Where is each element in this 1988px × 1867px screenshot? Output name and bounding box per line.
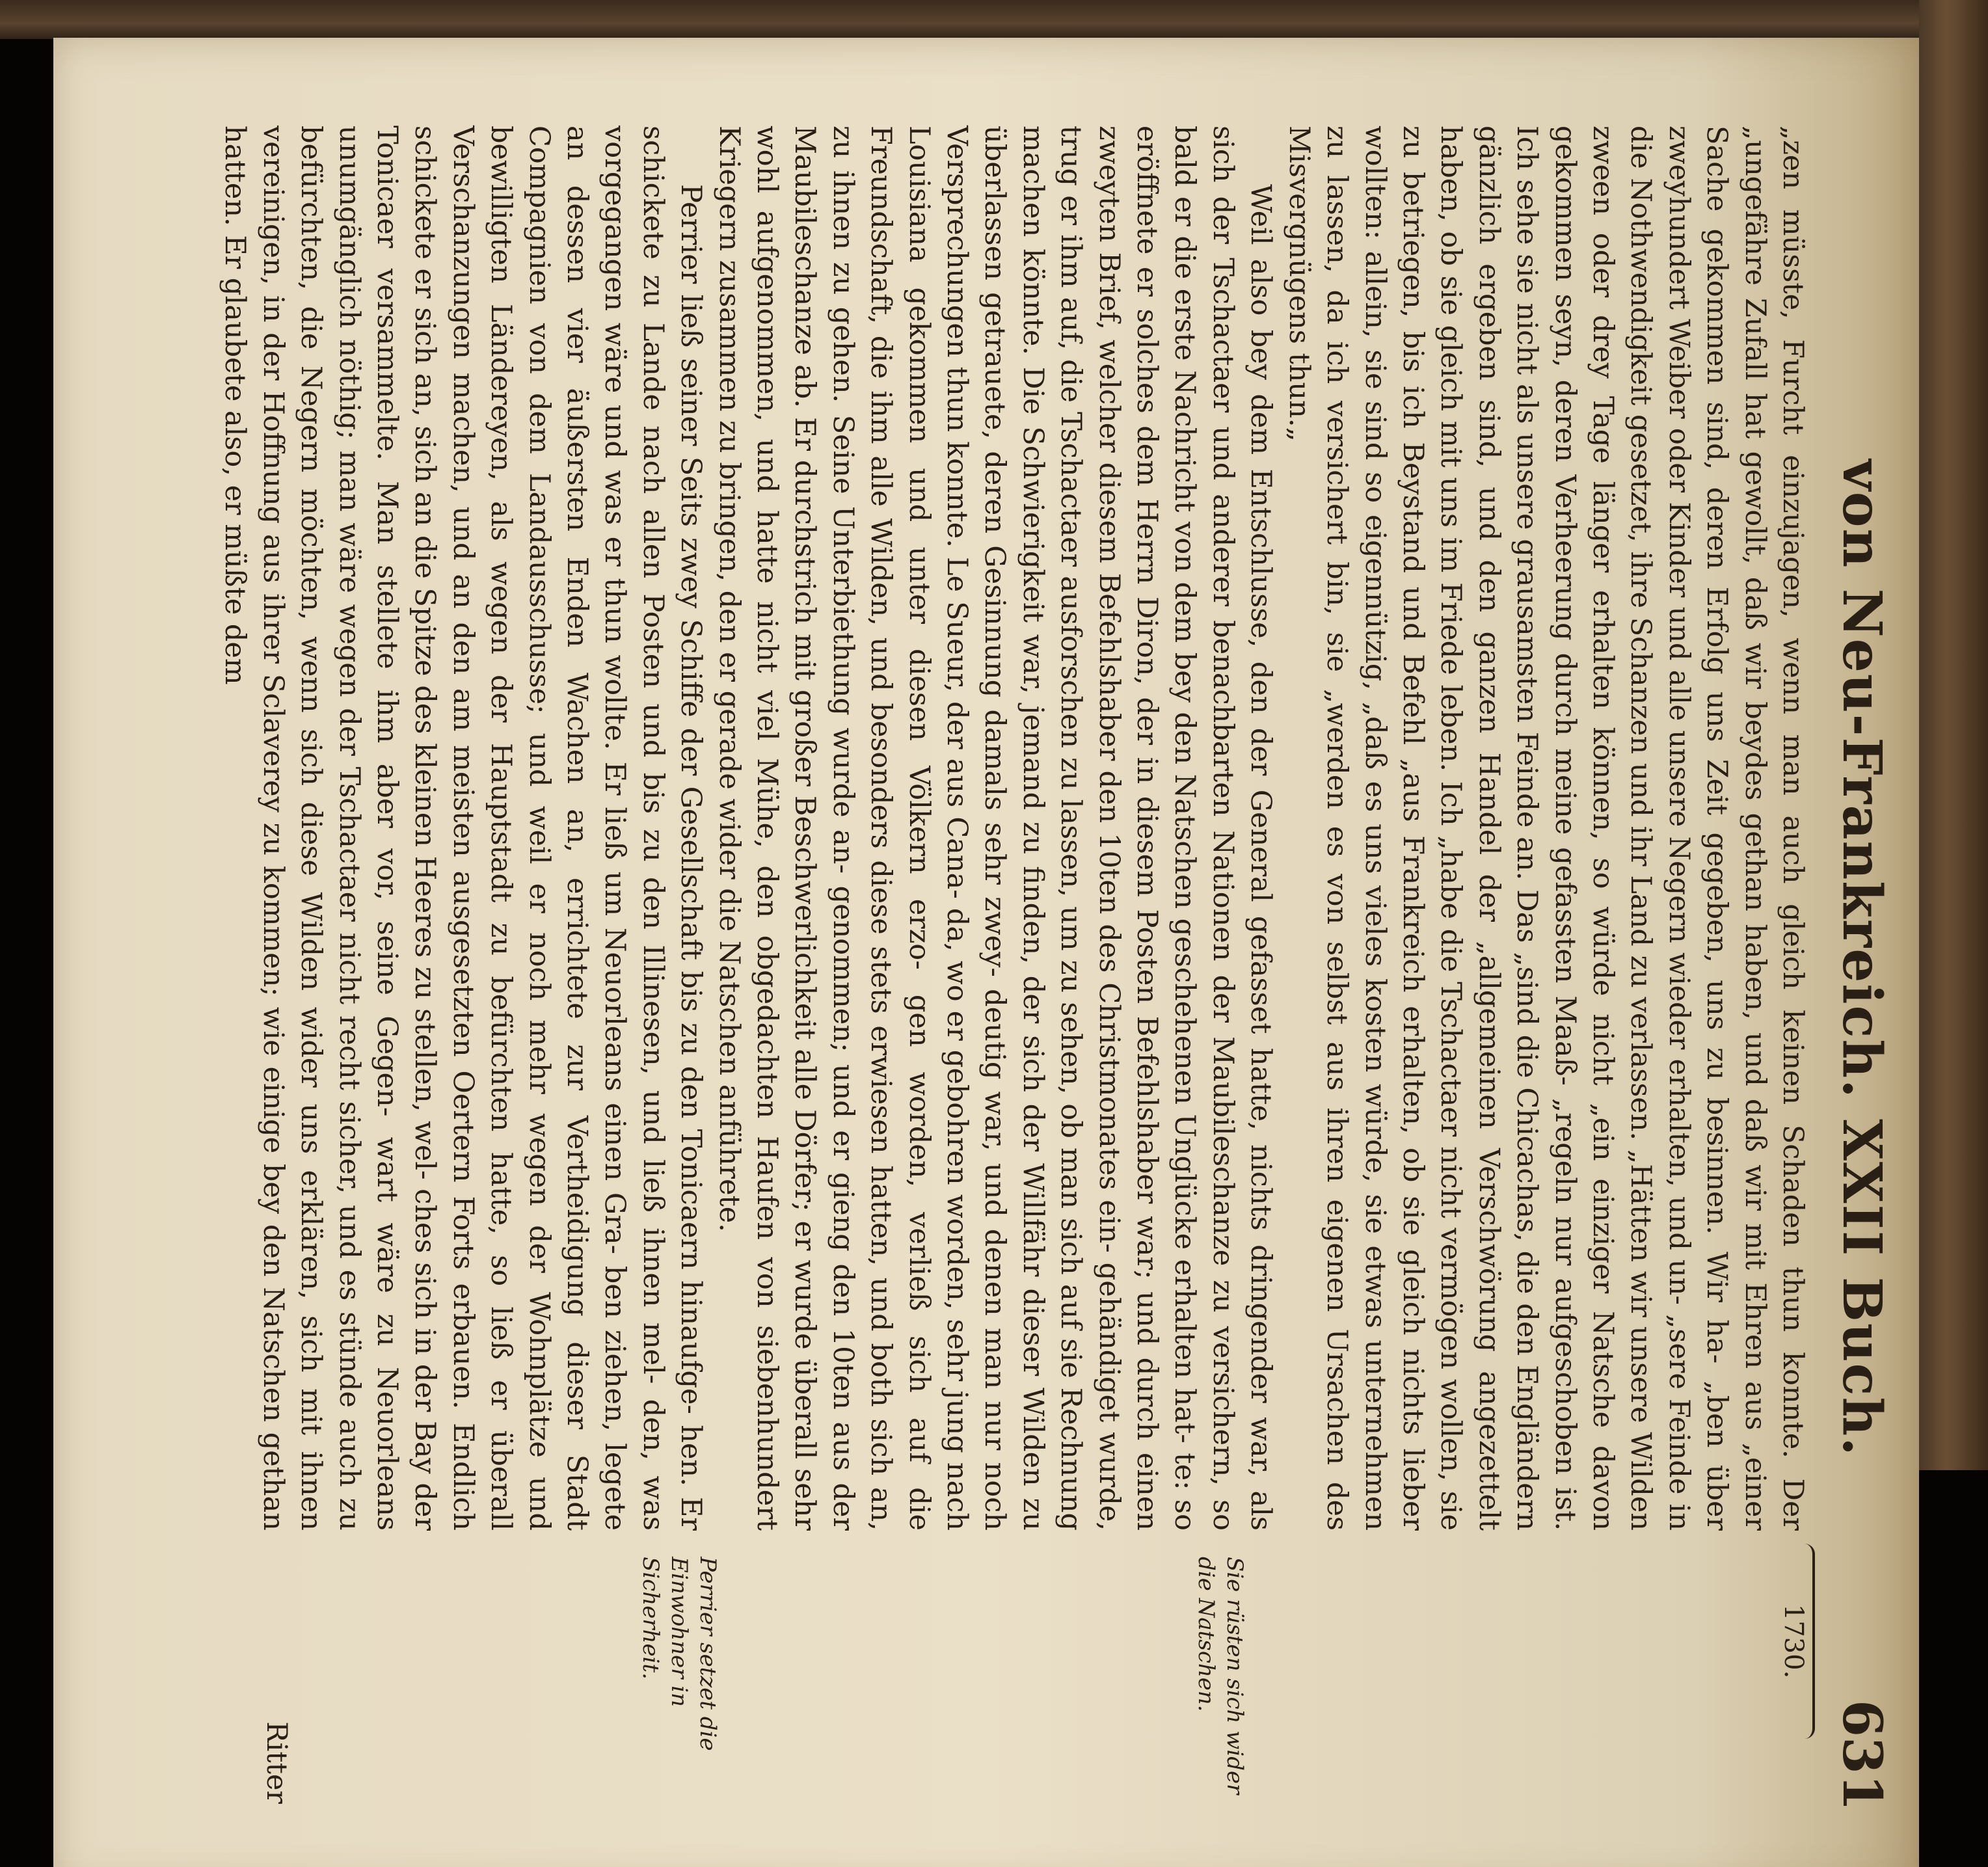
paragraph-2: Weil also bey dem Entschlusse, den der General gefasset hatte, nichts dringender war, als sich der Tschactaer und anderer benachbarten Nationen der Maubileschanze zu versichern, so bald er die erste Nachricht von dem bey den Natschen geschehenen Unglücke erhalten hat- te: so eröffnete er solches dem Herrn Diron, der in diesem Posten Befehlshaber war; und durch einen zweyten Brief, welcher diesem Befehlshaber den 10ten des Christmonates ein- gehändiget wurde, trug er ihm auf, die Tschactaer ausforschen zu lassen, um zu sehen, ob man sich auf sie Rechnung machen könnte. Die Schwierigkeit war, jemand zu finden, der sich der Willfähr dieser Wilden zu überlassen getrauete, deren Gesinnung damals sehr zwey- deutig war, und denen man nur noch Versprechungen thun konnte. Le Sueur, der aus Cana- da, wo er gebohren worden, sehr jung nach Louisiana gekommen und unter diesen Völkern erzo- gen worden, verließ sich auf die Freundschaft, die ihm alle Wilden, und besonders diese stets erwiesen hatten, und both sich an, zu ihnen zu gehen. Seine Unterbiethung wurde an- genommen; und er gieng den 10ten aus der Maubileschanze ab. Er durchstrich mit großer Beschwerlichkeit alle Dörfer; er wurde überall sehr wohl aufgenommen, und hatte nicht viel Mühe, den obgedachten Haufen von siebenhundert Kriegern zusammen zu bringen, den er gerade wider die Natschen anführete. (712, 126, 1278, 1531)
rotated-text-block (195, 126, 1900, 1817)
paragraph-3: Perrier ließ seiner Seits zwey Schiffe der Gesellschaft bis zu den Tonicaern hinaufge- hen. Er schickete zu Lande nach allen Posten und bis zu den Illinesen, und ließ ihnen mel- den, was vorgegangen wäre und was er thun wollte. Er ließ um Neuorleans einen Gra- ben ziehen, legete an dessen vier äußersten Enden Wachen an, errichtete zur Vertheidigung dieser Stadt Compagnien von dem Landausschusse; und weil er noch mehr wegen der Wohnplätze und bewilligten Ländereyen, als wegen der Hauptstadt zu befürchten hatte, so ließ er überall Verschanzungen machen, und an den am meisten ausgesetzten Oertern Forts erbauen. Endlich schickete er sich an, sich an die Spitze des kleinen Heeres zu stellen, wel- ches sich in der Bay der Tonicaer versammelte. Man stellete ihm aber vor, seine Gegen- wart wäre zu Neuorleans unumgänglich nöthig; man wäre wegen der Tschactaer nicht recht sicher, und es stünde auch zu befürchten, die Negern möchten, wenn sich diese Wilden wider uns erklären, sich mit ihnen vereinigen, in der Hoffnung aus ihrer Sclaverey zu kommen; wie einige bey den Natschen gethan hatten. Er glaubete also, er müßte dem (219, 126, 708, 1531)
margin-note-2: Perrier setzet die Einwohner in Sicherheit. (638, 1557, 721, 1751)
margin-note-1: Sie rüsten sich wider die Natschen. (1193, 1557, 1248, 1795)
running-head (1828, 126, 1900, 1817)
running-title: von Neu-Frankreich. XXII Buch. (1831, 459, 1893, 1457)
leather-cover-right (1919, 0, 1988, 1470)
leather-cover-top (0, 0, 1988, 39)
book-page (53, 38, 1919, 1867)
year-label: 1730. (1779, 1604, 1808, 1679)
paragraph-1: „zen müsste, Furcht einzujagen, wenn man auch gleich keinen Schaden thun konnte. Der „ungefähre Zufall hat gewollt, daß wir beydes gethan haben, und daß wir mit Ehren aus „einer Sache gekommen sind, deren Erfolg uns Zeit gegeben, uns zu besinnen. Wir ha- „ben über zweyhundert Weiber oder Kinder und alle unsere Negern wieder erhalten, und un- „sere Feinde in die Nothwendigkeit gesetzet, ihre Schanzen und ihr Land zu verlassen. „Hätten wir unsere Wilden zween oder drey Tage länger erhalten können, so würde nicht „ein einziger Natsche davon gekommen seyn, deren Verheerung durch meine gefassten Maaß- „regeln nur aufgeschoben ist. Ich sehe sie nicht als unsere grausamsten Feinde an. Das „sind die Chicachas, die den Engländern gänzlich ergeben sind, und den ganzen Handel der „allgemeinen Verschwörung angezettelt haben, ob sie gleich mit uns im Friede leben. Ich „habe die Tschactaer nicht vermögen wollen, sie zu betriegen, bis ich Beystand und Befehl „aus Frankreich erhalten, ob sie gleich nichts lieber wollten: allein, sie sind so eigennützig, „daß es uns vieles kosten würde, sie etwas unternehmen zu lassen, da ich versichert bin, sie „werden es von selbst aus ihren eigenen Ursachen des Misvergnügens thun.„ (1282, 126, 1809, 1531)
catchword: Ritter (260, 1721, 293, 1804)
body-text (216, 126, 1812, 1531)
page-number: 631 (1831, 1700, 1893, 1812)
year-marker (1769, 1544, 1815, 1739)
